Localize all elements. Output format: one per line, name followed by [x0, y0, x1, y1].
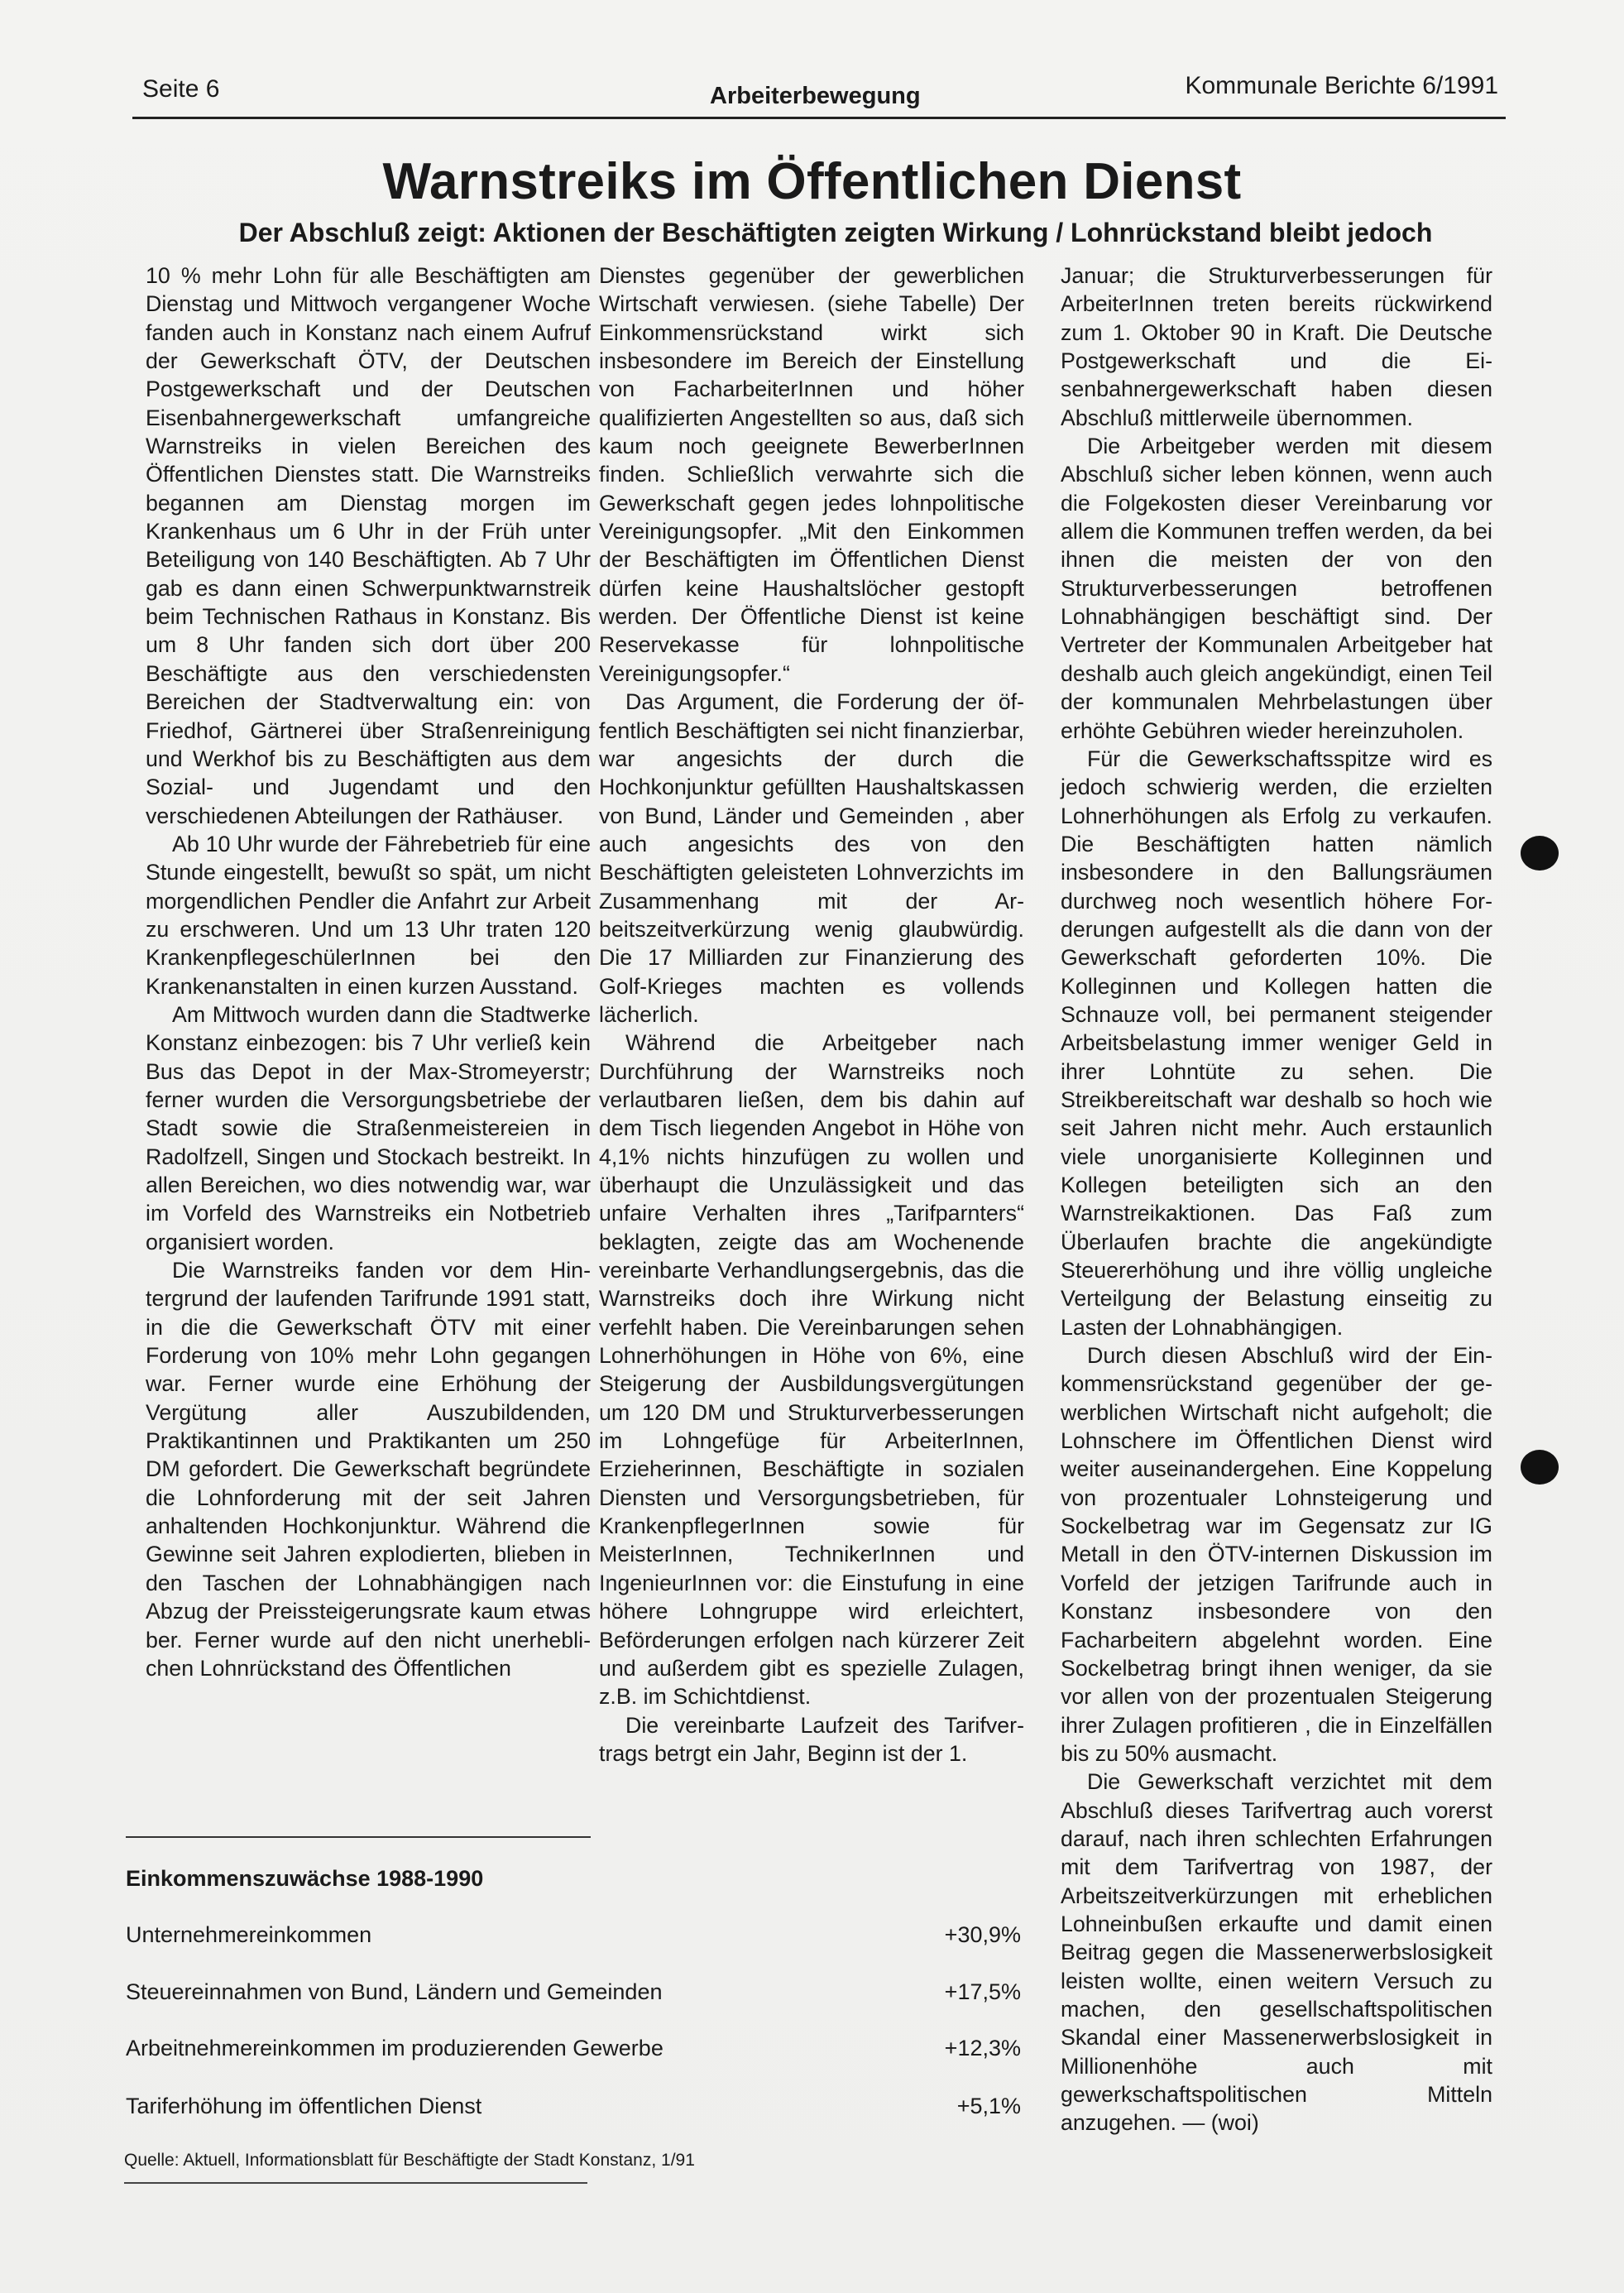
article-column-2: [599, 261, 1024, 1768]
table-row-value: +12,3%: [944, 2036, 1021, 2060]
article-subtitle: Der Abschluß zeigt: Aktionen der Beschäftigten zeigten Wirkung / Lohnrückstand bleibt jedoch: [238, 218, 1433, 247]
table-title: Einkommenszuwächse 1988-1990: [126, 1866, 484, 1891]
table-row-value: +5,1%: [956, 2094, 1021, 2118]
table-row-label: Tariferhöhung im öffentlichen Dienst: [126, 2094, 482, 2118]
paragraph: Dienstes gegenüber der gewerblichen Wirtschaft verwiesen. (siehe Tabelle) Der Einkommensrückstand wirkt sich insbesondere im Bereich der Einstellung von FacharbeiterInnen und höher qualifizierten Angestellten so aus, daß sich kaum noch geeignete BewerberInnen finden. Schließlich verwahrte sich die Gewerkschaft gegen jedes lohnpolitische Vereinigungsopfer. „Mit den Einkommen der Beschäftigten im Öffentlichen Dienst dürfen keine Haushaltslöcher gestopft werden. Der Öffentliche Dienst ist keine Reservekasse für lohnpolitische Vereinigungsopfer.“: [599, 263, 1024, 686]
header-rule: [132, 117, 1506, 119]
paragraph: Die Arbeitgeber werden mit diesem Abschluß sicher leben können, wenn auch die Folgekosten dieser Vereinbarung vor allem die Kommunen treffen werden, da bei ihnen die meisten der von den Strukturverbesserungen betroffenen Lohnabhängigen beschäftigt sind. Der Vertreter der Kommunalen Arbeitgeber hat deshalb auch gleich angekündigt, einen Teil der kommunalen Mehrbelastungen über erhöhte Gebühren wieder hereinzuholen.: [1061, 434, 1492, 743]
article-column-1: [146, 261, 591, 1682]
article-column-3: [1061, 261, 1492, 2137]
table-top-rule: [126, 1836, 591, 1838]
paragraph: Durch diesen Abschluß wird der Einkommensrückstand gegenüber der gewerblichen Wirtschaft nicht aufgeholt; die Lohnschere im Öffentlichen Dienst wird weiter auseinandergehen. Eine Koppelung von prozentualer Lohnsteigerung und Sockelbetrag war im Gegensatz zur IG Metall in den ÖTV-internen Diskussion im Vorfeld der jetzigen Tarifrunde auch in Konstanz insbesondere von den Facharbeitern abgelehnt worden. Eine Sockelbetrag bringt ihnen weniger, da sie vor allen von der prozentualen Steigerung ihrer Zulagen profitieren , die in Einzelfällen bis zu 50% ausmacht.: [1061, 1343, 1492, 1766]
paragraph: Für die Gewerkschaftsspitze wird es jedoch schwierig werden, die erzielten Lohnerhöhungen als Erfolg zu verkaufen. Die Beschäftigten hatten nämlich insbesondere in den Ballungsräumen durchweg noch wesentlich höhere Forderungen aufgestellt als die dann von der Gewerkschaft geforderten 10%. Die Kolleginnen und Kollegen hatten die Schnauze voll, bei permanent steigender Arbeitsbelastung immer weniger Geld in ihrer Lohntüte zu sehen. Die Streikbereitschaft war deshalb so hoch wie seit Jahren nicht mehr. Auch erstaunlich viele unorganisierte Kolleginnen und Kollegen beteiligten sich an den Warnstreikaktionen. Das Faß zum Überlaufen brachte die angekündigte Steuererhöhung und ihre völlig ungleiche Verteilgung der Belastung einseitig zu Lasten der Lohnabhängigen.: [1061, 746, 1492, 1340]
publication-label: Kommunale Berichte 6/1991: [1185, 72, 1498, 99]
page-number: Seite 6: [142, 75, 220, 103]
table-row-label: Arbeitnehmereinkommen im produzierenden Gewerbe: [126, 2036, 663, 2060]
punch-hole: [1521, 836, 1559, 871]
paragraph: Januar; die Strukturverbesserungen für ArbeiterInnen treten bereits rückwirkend zum 1. Oktober 90 in Kraft. Die Deutsche Postgewerkschaft und die Eisenbahnergewerkschaft haben diesen Abschluß mittlerweile übernommen.: [1061, 263, 1492, 430]
paragraph: Ab 10 Uhr wurde der Fährebetrieb für eine Stunde eingestellt, bewußt so spät, um nicht morgendlichen Pendler die Anfahrt zur Arbeit zu erschweren. Und um 13 Uhr traten 120 KrankenpflegeschülerInnen bei den Krankenanstalten in einen kurzen Ausstand.: [146, 831, 591, 999]
paragraph: Die Gewerkschaft verzichtet mit dem Abschluß dieses Tarifvertrag auch vorerst darauf, nach ihren schlechten Erfahrungen mit dem Tarifvertrag von 1987, der Arbeitszeitverkürzungen mit erheblichen Lohneinbußen erkaufte und damit einen Beitrag gegen die Massenerwerbslosigkeit leisten wollte, einen weitern Versuch zu machen, den gesellschaftspolitischen Skandal einer Massenerwerbslosigkeit in Millionenhöhe auch mit gewerkschaftspolitischen Mitteln anzugehen. — (woi): [1061, 1769, 1492, 2136]
table-bottom-rule: [124, 2182, 587, 2184]
paragraph: Am Mittwoch wurden dann die Stadtwerke Konstanz einbezogen: bis 7 Uhr verließ kein Bus das Depot in der Max-Stromeyerstr; ferner wurden die Versorgungsbetriebe der Stadt sowie die Straßenmeistereien in Radolfzell, Singen und Stockach bestreikt. In allen Bereichen, wo dies notwendig war, war im Vorfeld des Warnstreiks ein Notbetrieb organisiert worden.: [146, 1001, 591, 1254]
paragraph: Die vereinbarte Laufzeit des Tarifvertrags betrgt ein Jahr, Beginn ist der 1.: [599, 1712, 1024, 1766]
table-source: Quelle: Aktuell, Informationsblatt für Beschäftigte der Stadt Konstanz, 1/91: [124, 2151, 695, 2170]
paragraph: Das Argument, die Forderung der öffentlich Beschäftigten sei nicht finanzierbar, war angesichts der durch die Hochkonjunktur gefüllten Haushaltskassen von Bund, Länder und Gemeinden , aber auch angesichts des von den Beschäftigten geleisteten Lohnverzichts im Zusammenhang mit der Arbeitszeitverkürzung wenig glaubwürdig. Die 17 Milliarden zur Finanzierung des Golf-Krieges machten es vollends lächerlich.: [599, 689, 1024, 1027]
section-label: Arbeiterbewegung: [710, 83, 921, 109]
article-title: Warnstreiks im Öffentlichen Dienst: [382, 153, 1242, 210]
table-row-value: +30,9%: [944, 1922, 1021, 1947]
paragraph: 10 % mehr Lohn für alle Beschäftigten am Dienstag und Mittwoch vergangener Woche fanden auch in Konstanz nach einem Aufruf der Gewerkschaft ÖTV, der Deutschen Postgewerkschaft und der Deutschen Eisenbahnergewerkschaft umfangreiche Warnstreiks in vielen Bereichen des Öffentlichen Dienstes statt. Die Warnstreiks begannen am Dienstag morgen im Krankenhaus um 6 Uhr in der Früh unter Beteiligung von 140 Beschäftigten. Ab 7 Uhr gab es dann einen Schwerpunktwarnstreik beim Technischen Rathaus in Konstanz. Bis um 8 Uhr fanden sich dort über 200 Beschäftigte aus den verschiedensten Bereichen der Stadtverwaltung ein: von Friedhof, Gärtnerei über Straßenreinigung und Werkhof bis zu Beschäftigten aus dem Sozial- und Jugendamt und den verschiedenen Abteilungen der Rathäuser.: [146, 263, 591, 828]
paragraph: Die Warnstreiks fanden vor dem Hintergrund der laufenden Tarifrunde 1991 statt, in die die Gewerkschaft ÖTV mit einer Forderung von 10% mehr Lohn gegangen war. Ferner wurde eine Erhöhung der Vergütung aller Auszubildenden, Praktikantinnen und Praktikanten um 250 DM gefordert. Die Gewerkschaft begründete die Lohnforderung mit der seit Jahren anhaltenden Hochkonjunktur. Während die Gewinne seit Jahren explodierten, blieben in den Taschen der Lohnabhängigen nach Abzug der Preissteigerungsrate kaum etwas ber. Ferner wurde auf den nicht unerheblichen Lohnrückstand des Öffentlichen: [146, 1258, 591, 1681]
punch-hole: [1521, 1450, 1559, 1485]
table-row-label: Unternehmereinkommen: [126, 1922, 372, 1947]
paragraph: Während die Arbeitgeber nach Durchführung der Warnstreiks noch verlautbaren ließen, dem bis dahin auf dem Tisch liegenden Angebot in Höhe von 4,1% nichts hinzufügen zu wollen und überhaupt die Unzulässigkeit und das unfaire Verhalten ihres „Tarifparnters“ beklagten, zeigte das am Wochenende vereinbarte Verhandlungsergebnis, das die Warnstreiks doch ihre Wirkung nicht verfehlt haben. Die Vereinbarungen sehen Lohnerhöhungen in Höhe von 6%, eine Steigerung der Ausbildungsvergütungen um 120 DM und Strukturverbesserungen im Lohngefüge für ArbeiterInnen, Erzieherinnen, Beschäftigte in sozialen Diensten und Versorgungsbetrieben, für KrankenpflegerInnen sowie für MeisterInnen, TechnikerInnen und IngenieurInnen vor: die Einstufung in eine höhere Lohngruppe wird erleichtert, Beförderungen erfolgen nach kürzerer Zeit und außerdem gibt es spezielle Zulagen, z.B. im Schichtdienst.: [599, 1030, 1024, 1710]
table-row-label: Steuereinnahmen von Bund, Ländern und Gemeinden: [126, 1979, 663, 2004]
table-row-value: +17,5%: [944, 1979, 1021, 2004]
